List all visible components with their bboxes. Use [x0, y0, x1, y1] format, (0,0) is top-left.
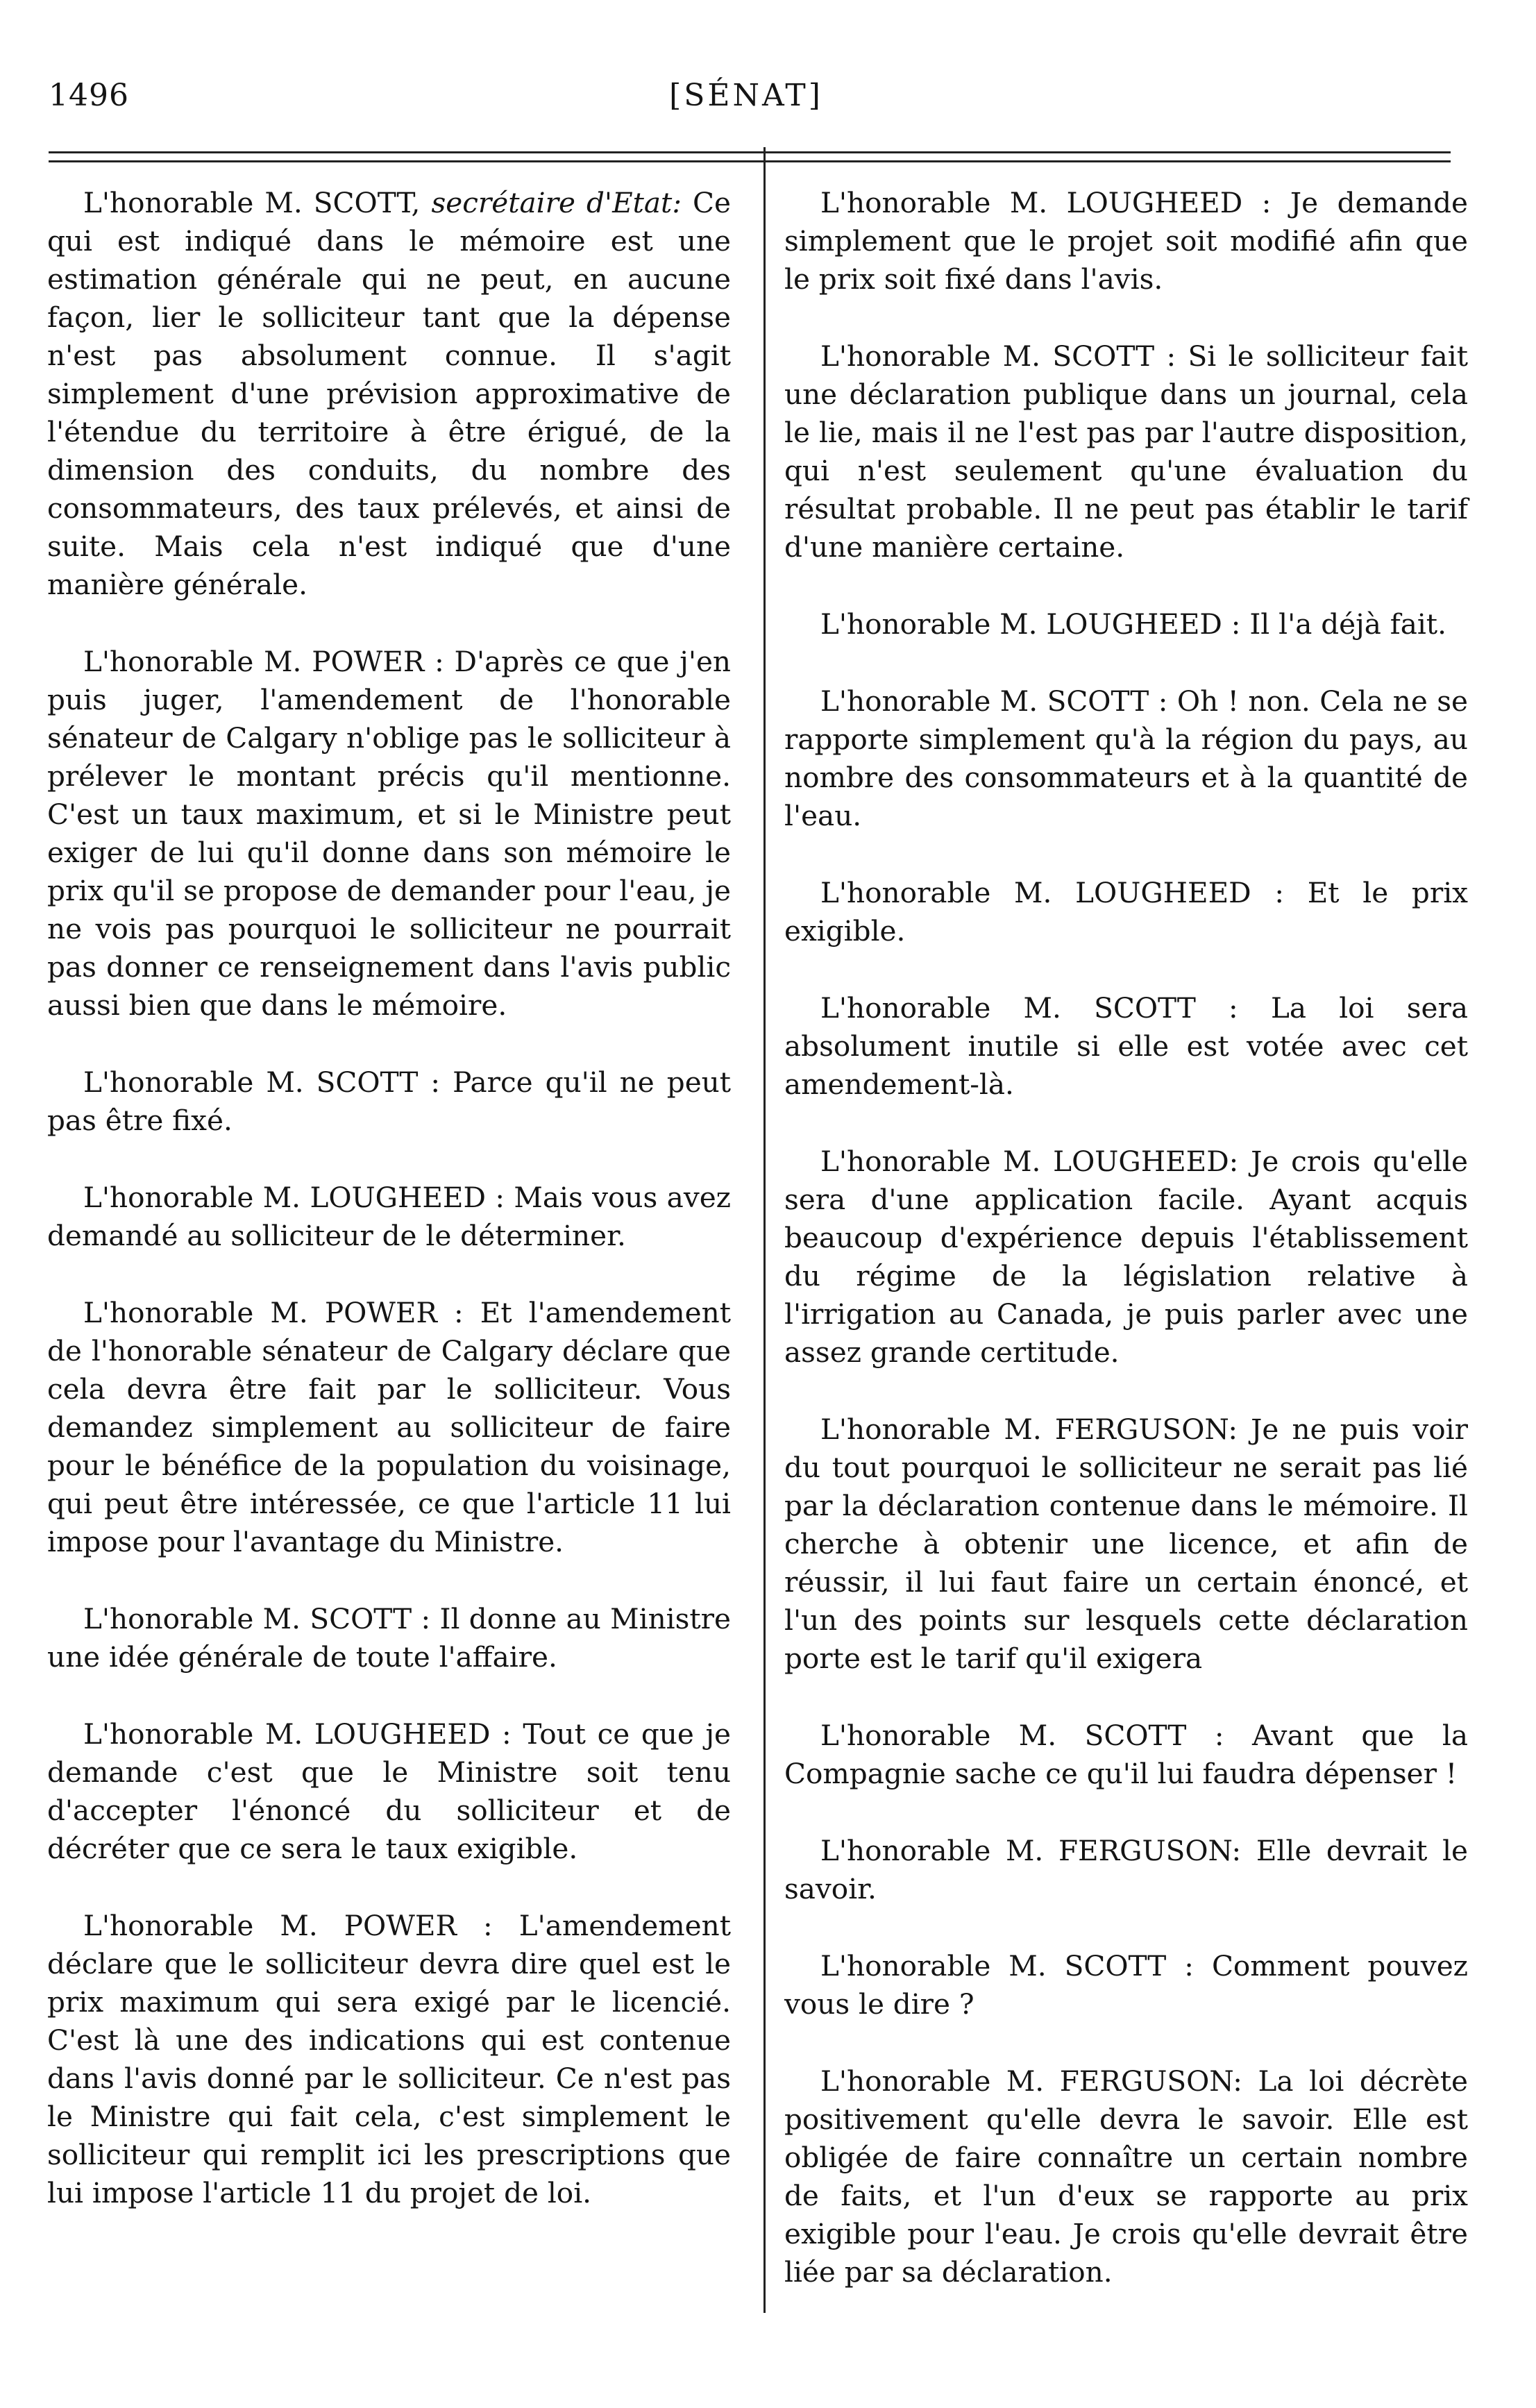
speech-paragraph [47, 1294, 731, 1561]
speech-text: Ce qui est indiqué dans le mémoire est une estimation générale qui ne peut, en aucune façon, lier le solliciteur tant que la dépense n'est pas absolument connue. Il s'agit simplement d'une prévision approximative de l'étendue du territoire à être érigué, de la dimension des conduits, du nombre des consommateurs, des taux prélevés, et ainsi de suite. Mais cela n'est indiqué que d'une manière générale. [47, 186, 732, 601]
section-title: [SÉNAT] [669, 78, 823, 113]
speaker-name: L'honorable M. SCOTT : [83, 1602, 431, 1635]
speaker-name: L'honorable M. LOUGHEED : [820, 186, 1272, 219]
speech-paragraph [784, 874, 1468, 950]
header-rule [49, 151, 1451, 162]
speech-text: Oh ! non. Cela ne se rapporte simplement qu'à la région du pays, au nombre des consommateurs et à la quantité de l'eau. [784, 684, 1469, 832]
speaker-name: L'honorable M. FERGUSON: [820, 1413, 1238, 1446]
speech-text: Mais vous avez demandé au solliciteur de le déterminer. [47, 1181, 732, 1252]
speech-paragraph [784, 682, 1468, 835]
speech-paragraph [784, 605, 1468, 643]
speech-text: Il l'a déjà fait. [1249, 607, 1446, 641]
speech-text: Il donne au Ministre une idée générale de toute l'affaire. [47, 1602, 731, 1674]
speech-text: Si le solliciteur fait une déclaration publique dans un journal, cela le lie, mais il ne l'est pas par l'autre disposition, qui n'est seulement qu'une évaluation du résultat probable. Il ne peut pas établir le tarif d'une manière certaine. [784, 339, 1469, 564]
column-divider [763, 147, 766, 2313]
speaker-name: L'honorable M. SCOTT : [820, 684, 1168, 718]
speech-paragraph [47, 1715, 731, 1868]
speech-paragraph [784, 2062, 1468, 2291]
speech-paragraph [784, 1717, 1468, 1793]
speaker-name: L'honorable M. FERGUSON: [820, 1834, 1242, 1867]
speech-text: D'après ce que j'en puis juger, l'amendement de l'honorable sénateur de Calgary n'oblige pas le solliciteur à prélever le montant précis qu'il mentionne. C'est un taux maximum, et si le Ministre peut exiger de lui qu'il donne dans son mémoire le prix qu'il se propose de demander pour l'eau, je ne vois pas pourquoi le solliciteur ne pourrait pas donner ce renseignement dans l'avis public aussi bien que dans le mémoire. [47, 645, 732, 1022]
speaker-name: L'honorable M. SCOTT : [83, 1066, 441, 1099]
speech-text: Elle devrait le savoir. [784, 1834, 1469, 1905]
speech-paragraph [784, 184, 1468, 298]
speech-text: Parce qu'il ne peut pas être fixé. [47, 1066, 732, 1137]
speech-paragraph [47, 184, 731, 604]
speaker-name: L'honorable M. POWER : [83, 1909, 493, 1942]
speaker-name: L'honorable M. FERGUSON: [820, 2064, 1242, 2098]
speech-paragraph [784, 1832, 1468, 1908]
right-column [784, 184, 1468, 2330]
speaker-name: L'honorable M. SCOTT : [820, 1719, 1224, 1752]
speaker-title: secrétaire d'Etat: [431, 186, 682, 219]
speech-text: L'amendement déclare que le solliciteur devra dire quel est le prix maximum qui sera exigé par le licencié. C'est là une des indications qui est contenue dans l'avis donné par le solliciteur. Ce n'est pas le Ministre qui fait cela, c'est simplement le solliciteur qui remplit ici les prescriptions que lui impose l'article 11 du projet de loi. [47, 1909, 732, 2209]
speech-paragraph [784, 989, 1468, 1104]
speech-paragraph [784, 1411, 1468, 1678]
speech-text: Je crois qu'elle sera d'une application facile. Ayant acquis beaucoup d'expérience depuis l'établissement du régime de la législation relative à l'irrigation au Canada, je puis parler avec une assez grande certitude. [784, 1145, 1468, 1369]
speech-text: La loi sera absolument inutile si elle est votée avec cet amendement-là. [784, 991, 1469, 1101]
speaker-name: L'honorable M. LOUGHEED : [820, 607, 1241, 641]
speech-text: Avant que la Compagnie sache ce qu'il lui faudra dépenser ! [784, 1719, 1468, 1790]
speaker-name: L'honorable M. SCOTT, [83, 186, 421, 219]
speech-paragraph [47, 643, 731, 1025]
speech-paragraph [47, 1907, 731, 2212]
speaker-name: L'honorable M. SCOTT : [820, 991, 1238, 1025]
speech-paragraph [47, 1179, 731, 1255]
speech-text: Tout ce que je demande c'est que le Ministre soit tenu d'accepter l'énoncé du solliciteur et de décréter que ce sera le taux exigible. [47, 1717, 731, 1865]
speech-text: La loi décrète positivement qu'elle devra le savoir. Elle est obligée de faire connaître un certain nombre de faits, et l'un d'eux se rapporte au prix exigible pour l'eau. Je crois qu'elle devrait être liée par sa déclaration. [784, 2064, 1468, 2289]
speech-paragraph [784, 1947, 1468, 2023]
speech-text: Comment pouvez vous le dire ? [784, 1949, 1468, 2021]
speaker-name: L'honorable M. SCOTT : [820, 339, 1176, 373]
speaker-name: L'honorable M. POWER : [83, 1296, 464, 1329]
speech-text: Je demande simplement que le projet soit modifié afin que le prix soit fixé dans l'avis. [784, 186, 1468, 296]
speaker-name: L'honorable M. LOUGHEED : [83, 1181, 505, 1214]
page-number: 1496 [49, 78, 129, 113]
speaker-name: L'honorable M. LOUGHEED: [820, 1145, 1239, 1178]
speech-text: Et le prix exigible. [784, 876, 1469, 948]
speech-paragraph [784, 337, 1468, 566]
speech-paragraph [47, 1063, 731, 1140]
speech-text: Et l'amendement de l'honorable sénateur de Calgary déclare que cela devra être fait par le solliciteur. Vous demandez simplement au solliciteur de faire pour le bénéfice de la population du voisinage, qui peut être intéressée, ce que l'article 11 lui impose pour l'avantage du Ministre. [47, 1296, 732, 1558]
left-column [47, 184, 731, 2251]
speaker-name: L'honorable M. LOUGHEED : [83, 1717, 512, 1751]
speech-text: Je ne puis voir du tout pourquoi le solliciteur ne serait pas lié par la déclaration contenue dans le mémoire. Il cherche à obtenir une licence, et afin de réussir, il lui faut faire un certain énoncé, et l'un des points sur lesquels cette déclaration porte est le tarif qu'il exigera [784, 1413, 1468, 1675]
speaker-name: L'honorable M. SCOTT : [820, 1949, 1194, 1982]
speech-paragraph [784, 1143, 1468, 1372]
speaker-name: L'honorable M. LOUGHEED : [820, 876, 1284, 909]
speaker-name: L'honorable M. POWER : [83, 645, 444, 678]
page-header [42, 75, 1451, 117]
speech-paragraph [47, 1600, 731, 1676]
